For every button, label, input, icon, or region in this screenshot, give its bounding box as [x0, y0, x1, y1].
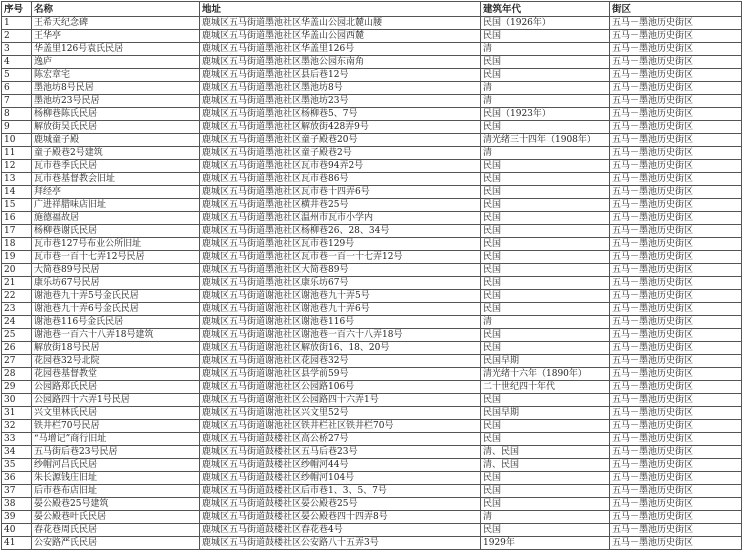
cell-era: 民国 [481, 212, 610, 225]
cell-district: 五马－墨池历史街区 [610, 212, 742, 225]
table-row [2, 186, 742, 199]
cell-index: 31 [2, 407, 32, 420]
cell-address: 鹿城区五马街道谢池社区谢池巷九十弄6号 [200, 303, 481, 316]
cell-index: 23 [2, 303, 32, 316]
cell-district: 五马－墨池历史街区 [610, 147, 742, 160]
cell-name: 公安路严氏民居 [32, 537, 200, 550]
cell-index: 5 [2, 69, 32, 82]
cell-district: 五马－墨池历史街区 [610, 121, 742, 134]
table-row [2, 56, 742, 69]
table-row [2, 446, 742, 459]
table-row [2, 108, 742, 121]
cell-address: 鹿城区五马街道谢池社区谢池巷116号 [200, 316, 481, 329]
cell-district: 五马－墨池历史街区 [610, 199, 742, 212]
cell-address: 鹿城区五马街道鼓楼社区纱帽河104号 [200, 472, 481, 485]
cell-name: 广进祥腊味店旧址 [32, 199, 200, 212]
cell-name: 施德福故居 [32, 212, 200, 225]
cell-era: 民国 [481, 186, 610, 199]
cell-address: 鹿城区五马街道谢池社区铁井栏社区铁井栏70号 [200, 420, 481, 433]
cell-address: 鹿城区五马街道谢池社区县学前59号 [200, 368, 481, 381]
table-row [2, 485, 742, 498]
cell-era: 民国 [481, 277, 610, 290]
cell-index: 38 [2, 498, 32, 511]
cell-address: 鹿城区五马街道墨池社区墨池坊23号 [200, 95, 481, 108]
cell-era: 清光绪三十四年（1908年） [481, 134, 610, 147]
cell-address: 鹿城区五马街道墨池社区华盖里126号 [200, 43, 481, 56]
cell-era: 民国 [481, 290, 610, 303]
cell-index: 8 [2, 108, 32, 121]
table-row [2, 355, 742, 368]
cell-name: 花园巷基督教堂 [32, 368, 200, 381]
cell-index: 22 [2, 290, 32, 303]
cell-era: 清、民国 [481, 446, 610, 459]
cell-index: 39 [2, 511, 32, 524]
cell-district: 五马－墨池历史街区 [610, 69, 742, 82]
cell-name: 逸庐 [32, 56, 200, 69]
cell-district: 五马－墨池历史街区 [610, 290, 742, 303]
cell-name: 杨柳巷陈氏民居 [32, 108, 200, 121]
cell-address: 鹿城区五马街道墨池社区瓦市巷94弄2号 [200, 160, 481, 173]
cell-district: 五马－墨池历史街区 [610, 264, 742, 277]
cell-index: 20 [2, 264, 32, 277]
table-row [2, 459, 742, 472]
cell-index: 35 [2, 459, 32, 472]
table-row [2, 95, 742, 108]
table-row [2, 173, 742, 186]
cell-district: 五马－墨池历史街区 [610, 355, 742, 368]
cell-address: 鹿城区五马街道墨池社区横井巷25号 [200, 199, 481, 212]
table-row [2, 290, 742, 303]
cell-district: 五马－墨池历史街区 [610, 251, 742, 264]
table-header-row [2, 2, 742, 17]
cell-name: 王希天纪念碑 [32, 17, 200, 30]
cell-index: 30 [2, 394, 32, 407]
cell-district: 五马－墨池历史街区 [610, 303, 742, 316]
cell-era: 清、民国 [481, 459, 610, 472]
cell-name: 王华亭 [32, 30, 200, 43]
cell-index: 25 [2, 329, 32, 342]
table-row [2, 212, 742, 225]
table-row [2, 303, 742, 316]
heritage-table [1, 1, 742, 550]
cell-district: 五马－墨池历史街区 [610, 329, 742, 342]
cell-index: 11 [2, 147, 32, 160]
cell-address: 鹿城区五马街道墨池社区瓦市巷十四弄6号 [200, 186, 481, 199]
cell-district: 五马－墨池历史街区 [610, 238, 742, 251]
cell-name: 墨池坊23号民居 [32, 95, 200, 108]
cell-index: 19 [2, 251, 32, 264]
cell-index: 34 [2, 446, 32, 459]
cell-era: 清 [481, 511, 610, 524]
cell-district: 五马－墨池历史街区 [610, 30, 742, 43]
cell-index: 15 [2, 199, 32, 212]
cell-era: 民国 [481, 420, 610, 433]
cell-district: 五马－墨池历史街区 [610, 316, 742, 329]
cell-name: 纱帽河吕氏民居 [32, 459, 200, 472]
cell-era: 民国 [481, 121, 610, 134]
cell-district: 五马－墨池历史街区 [610, 186, 742, 199]
cell-name: 墨池坊8号民居 [32, 82, 200, 95]
cell-district: 五马－墨池历史街区 [610, 95, 742, 108]
cell-index: 1 [2, 17, 32, 30]
cell-address: 鹿城区五马街道鼓楼社区春花巷4号 [200, 524, 481, 537]
cell-name: 后市巷布店旧址 [32, 485, 200, 498]
cell-index: 29 [2, 381, 32, 394]
cell-era: 民国 [481, 199, 610, 212]
table-row [2, 368, 742, 381]
cell-address: 鹿城区五马街道谢池社区解放街16、18、20号 [200, 342, 481, 355]
cell-address: 鹿城区五马街道谢池社区谢池巷一百六十八弄18号 [200, 329, 481, 342]
cell-name: 公园路郑氏民居 [32, 381, 200, 394]
cell-name: 拜经亭 [32, 186, 200, 199]
cell-era: 民国 [481, 173, 610, 186]
cell-name: 解放街18号民居 [32, 342, 200, 355]
cell-name: 瓦市巷127号布业公所旧址 [32, 238, 200, 251]
cell-name: 晏公殿巷25号建筑 [32, 498, 200, 511]
table-row [2, 82, 742, 95]
cell-index: 21 [2, 277, 32, 290]
table-row [2, 69, 742, 82]
cell-index: 14 [2, 186, 32, 199]
cell-era: 民国（1926年） [481, 17, 610, 30]
cell-address: 鹿城区五马街道鼓楼社区五马后巷23号 [200, 446, 481, 459]
table-row [2, 381, 742, 394]
cell-index: 28 [2, 368, 32, 381]
table-row [2, 394, 742, 407]
cell-address: 鹿城区五马街道谢池社区谢池巷九十弄5号 [200, 290, 481, 303]
cell-era: 民国 [481, 524, 610, 537]
cell-district: 五马－墨池历史街区 [610, 433, 742, 446]
table-row [2, 420, 742, 433]
cell-index: 10 [2, 134, 32, 147]
cell-district: 五马－墨池历史街区 [610, 368, 742, 381]
cell-index: 40 [2, 524, 32, 537]
cell-district: 五马－墨池历史街区 [610, 82, 742, 95]
cell-era: 清 [481, 82, 610, 95]
table-row [2, 407, 742, 420]
cell-name: 朱长源钱庄旧址 [32, 472, 200, 485]
cell-address: 鹿城区五马街道谢池社区公园路四十六弄1号 [200, 394, 481, 407]
cell-address: 鹿城区五马街道鼓楼社区高公桥27号 [200, 433, 481, 446]
cell-era: 民国 [481, 303, 610, 316]
cell-era: 民国 [481, 485, 610, 498]
cell-index: 9 [2, 121, 32, 134]
cell-era: 清 [481, 43, 610, 56]
cell-district: 五马－墨池历史街区 [610, 173, 742, 186]
cell-index: 37 [2, 485, 32, 498]
table-row [2, 277, 742, 290]
cell-era: 清 [481, 95, 610, 108]
cell-era: 清 [481, 147, 610, 160]
cell-era: 民国 [481, 238, 610, 251]
cell-name: 陈宏章宅 [32, 69, 200, 82]
cell-name: 花园巷32号北院 [32, 355, 200, 368]
cell-era: 1929年 [481, 537, 610, 550]
cell-era: 民国 [481, 56, 610, 69]
cell-era: 民国 [481, 160, 610, 173]
cell-name: 谢池巷一百六十八弄18号建筑 [32, 329, 200, 342]
cell-era: 民国早期 [481, 407, 610, 420]
cell-district: 五马－墨池历史街区 [610, 160, 742, 173]
table-row [2, 17, 742, 30]
cell-district: 五马－墨池历史街区 [610, 17, 742, 30]
cell-address: 鹿城区五马街道鼓楼社区晏公殿巷25号 [200, 498, 481, 511]
cell-index: 2 [2, 30, 32, 43]
header-index: 序号 [2, 2, 32, 17]
cell-era: 清光绪十六年（1890年） [481, 368, 610, 381]
cell-address: 鹿城区五马街道墨池社区大简巷89号 [200, 264, 481, 277]
cell-district: 五马－墨池历史街区 [610, 225, 742, 238]
table-row [2, 524, 742, 537]
cell-index: 6 [2, 82, 32, 95]
cell-district: 五马－墨池历史街区 [610, 524, 742, 537]
table-row [2, 472, 742, 485]
cell-name: 谢池巷九十弄5号金氏民居 [32, 290, 200, 303]
cell-district: 五马－墨池历史街区 [610, 407, 742, 420]
header-era: 建筑年代 [481, 2, 610, 17]
cell-era: 民国 [481, 394, 610, 407]
cell-address: 鹿城区五马街道墨池社区温州市瓦市小学内 [200, 212, 481, 225]
table-row [2, 30, 742, 43]
table-row [2, 329, 742, 342]
cell-district: 五马－墨池历史街区 [610, 134, 742, 147]
cell-index: 32 [2, 420, 32, 433]
cell-name: 晏公殿巷叶氏民居 [32, 511, 200, 524]
cell-address: 鹿城区五马街道墨池社区瓦市巷86号 [200, 173, 481, 186]
cell-index: 13 [2, 173, 32, 186]
table-row [2, 511, 742, 524]
cell-era: 民国 [481, 30, 610, 43]
cell-era: 民国 [481, 498, 610, 511]
cell-address: 鹿城区五马街道谢池社区兴文里52号 [200, 407, 481, 420]
table-row [2, 225, 742, 238]
cell-address: 鹿城区五马街道墨池社区康乐坊67号 [200, 277, 481, 290]
cell-era: 民国（1923年） [481, 108, 610, 121]
cell-index: 27 [2, 355, 32, 368]
cell-district: 五马－墨池历史街区 [610, 43, 742, 56]
table-row [2, 342, 742, 355]
cell-address: 鹿城区五马街道墨池社区华盖山公园西麓 [200, 30, 481, 43]
cell-name: 鹿城童子殿 [32, 134, 200, 147]
cell-address: 鹿城区五马街道墨池社区杨柳巷26、28、34号 [200, 225, 481, 238]
cell-district: 五马－墨池历史街区 [610, 472, 742, 485]
cell-era: 民国 [481, 264, 610, 277]
table-row [2, 498, 742, 511]
cell-era: 民国 [481, 69, 610, 82]
cell-district: 五马－墨池历史街区 [610, 56, 742, 69]
cell-era: 民国 [481, 433, 610, 446]
cell-district: 五马－墨池历史街区 [610, 459, 742, 472]
cell-district: 五马－墨池历史街区 [610, 420, 742, 433]
table-row [2, 121, 742, 134]
cell-era: 民国 [481, 342, 610, 355]
table-row [2, 238, 742, 251]
cell-index: 24 [2, 316, 32, 329]
cell-era: 民国 [481, 251, 610, 264]
cell-name: 解放街吴氏民居 [32, 121, 200, 134]
cell-name: 杨柳巷谢氏民居 [32, 225, 200, 238]
cell-index: 3 [2, 43, 32, 56]
cell-era: 民国早期 [481, 355, 610, 368]
cell-address: 鹿城区五马街道谢池社区花园巷32号 [200, 355, 481, 368]
cell-address: 鹿城区五马街道谢池社区公园路106号 [200, 381, 481, 394]
cell-index: 41 [2, 537, 32, 550]
cell-district: 五马－墨池历史街区 [610, 446, 742, 459]
cell-name: 华盖里126号袁氏民居 [32, 43, 200, 56]
cell-name: 大简巷89号民居 [32, 264, 200, 277]
cell-address: 鹿城区五马街道墨池社区童子殿巷2号 [200, 147, 481, 160]
cell-index: 12 [2, 160, 32, 173]
cell-era: 二十世纪四十年代 [481, 381, 610, 394]
cell-district: 五马－墨池历史街区 [610, 108, 742, 121]
cell-index: 16 [2, 212, 32, 225]
cell-address: 鹿城区五马街道墨池社区瓦市巷129号 [200, 238, 481, 251]
table-row [2, 537, 742, 550]
cell-name: 五马街后巷23号民居 [32, 446, 200, 459]
cell-name: 瓦市巷季氏民居 [32, 160, 200, 173]
table-row [2, 43, 742, 56]
cell-address: 鹿城区五马街道墨池社区华盖山公园北麓山腰 [200, 17, 481, 30]
table-row [2, 316, 742, 329]
table-row [2, 433, 742, 446]
cell-address: 鹿城区五马街道鼓楼社区纱帽河44号 [200, 459, 481, 472]
table-row [2, 160, 742, 173]
cell-address: 鹿城区五马街道鼓楼社区后市巷1、3、5、7号 [200, 485, 481, 498]
cell-name: “马增记”商行旧址 [32, 433, 200, 446]
header-district: 街区 [610, 2, 742, 17]
cell-era: 民国 [481, 329, 610, 342]
cell-name: 瓦市巷基督教会旧址 [32, 173, 200, 186]
cell-district: 五马－墨池历史街区 [610, 511, 742, 524]
header-name: 名称 [32, 2, 200, 17]
cell-index: 7 [2, 95, 32, 108]
cell-index: 26 [2, 342, 32, 355]
cell-address: 鹿城区五马街道鼓楼社区晏公殿巷四十四弄8号 [200, 511, 481, 524]
cell-address: 鹿城区五马街道鼓楼社区公安路八十五弄3号 [200, 537, 481, 550]
cell-district: 五马－墨池历史街区 [610, 381, 742, 394]
cell-address: 鹿城区五马街道墨池社区县后巷12号 [200, 69, 481, 82]
cell-index: 18 [2, 238, 32, 251]
cell-address: 鹿城区五马街道墨池社区解放街428弄9号 [200, 121, 481, 134]
cell-era: 民国 [481, 472, 610, 485]
cell-era: 清 [481, 316, 610, 329]
cell-era: 民国 [481, 225, 610, 238]
cell-name: 童子殿巷2号建筑 [32, 147, 200, 160]
header-address: 地址 [200, 2, 481, 17]
cell-name: 春花巷周氏民居 [32, 524, 200, 537]
cell-address: 鹿城区五马街道墨池社区童子殿巷20号 [200, 134, 481, 147]
cell-district: 五马－墨池历史街区 [610, 537, 742, 550]
cell-index: 33 [2, 433, 32, 446]
cell-district: 五马－墨池历史街区 [610, 277, 742, 290]
cell-name: 兴文里林氏民居 [32, 407, 200, 420]
cell-index: 36 [2, 472, 32, 485]
cell-address: 鹿城区五马街道墨池社区瓦市巷一百一十七弄12号 [200, 251, 481, 264]
cell-name: 谢池巷116号金氏民居 [32, 316, 200, 329]
cell-name: 谢池巷九十弄6号金氏民居 [32, 303, 200, 316]
table-row [2, 134, 742, 147]
cell-name: 瓦市巷一百十七弄12号民居 [32, 251, 200, 264]
cell-district: 五马－墨池历史街区 [610, 394, 742, 407]
cell-name: 铁井栏70号民居 [32, 420, 200, 433]
cell-district: 五马－墨池历史街区 [610, 485, 742, 498]
table-row [2, 147, 742, 160]
table-row [2, 199, 742, 212]
cell-name: 康乐坊67号民居 [32, 277, 200, 290]
cell-address: 鹿城区五马街道墨池社区墨池公园东南角 [200, 56, 481, 69]
cell-district: 五马－墨池历史街区 [610, 498, 742, 511]
cell-name: 公园路四十六弄1号民居 [32, 394, 200, 407]
cell-address: 鹿城区五马街道墨池社区杨柳巷5、7号 [200, 108, 481, 121]
cell-district: 五马－墨池历史街区 [610, 342, 742, 355]
table-row [2, 264, 742, 277]
cell-index: 4 [2, 56, 32, 69]
cell-index: 17 [2, 225, 32, 238]
table-row [2, 251, 742, 264]
cell-address: 鹿城区五马街道墨池社区墨池坊8号 [200, 82, 481, 95]
